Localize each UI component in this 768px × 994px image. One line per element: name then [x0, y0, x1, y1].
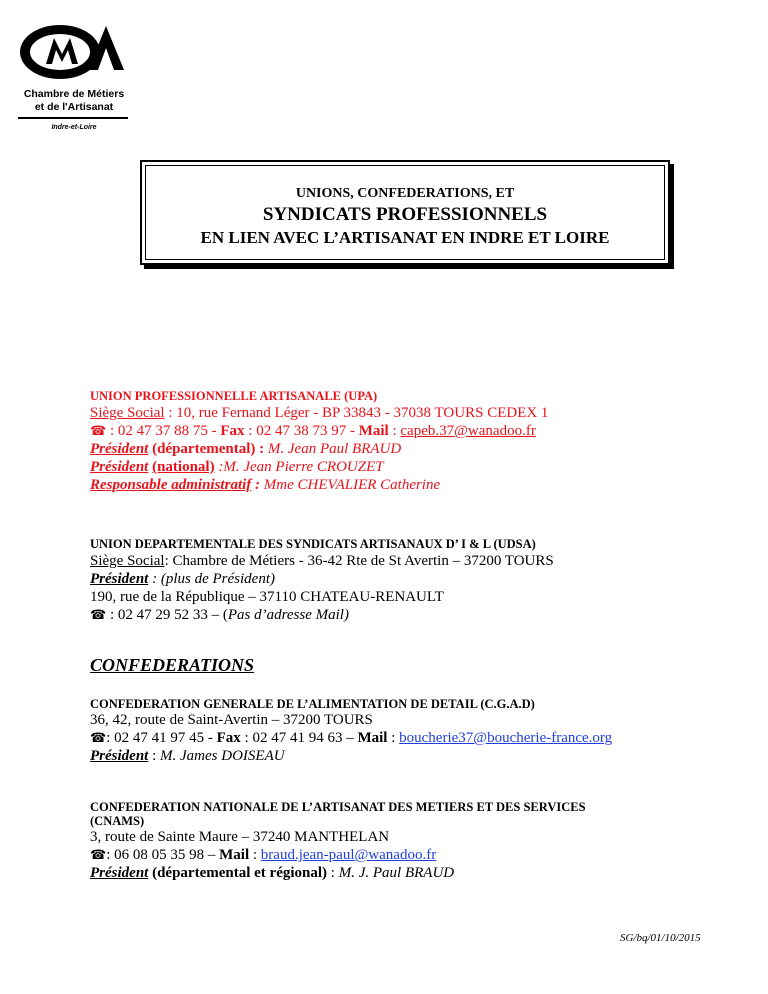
cgad-heading: CONFEDERATION GENERALE DE L’ALIMENTATION DE DETAIL (C.G.A.D)	[90, 697, 535, 711]
upa-heading: UNION PROFESSIONNELLE ARTISANALE (UPA)	[90, 389, 378, 403]
upa-fax: : 02 47 38 73 97 -	[244, 423, 359, 439]
upa-mail-label: Mail	[358, 423, 389, 439]
cgad-pres-name: M. James DOISEAU	[160, 748, 285, 764]
cgad-fax-label: Fax	[216, 730, 241, 746]
udsa-siege	[90, 552, 554, 570]
upa-resp-label: Responsable administratif	[90, 477, 252, 493]
phone-icon: ☎	[90, 424, 107, 439]
upa-mail-link[interactable]: capeb.37@wanadoo.fr	[400, 423, 536, 439]
logo-caption	[18, 88, 130, 114]
cnams-heading-2: (CNAMS)	[90, 814, 145, 828]
cnams-mail-sep: :	[249, 847, 261, 863]
upa-siege-label: Siège Social	[90, 405, 165, 421]
cgad-phone: : 02 47 41 97 45 -	[106, 730, 217, 746]
logo-department: Indre-et-Loire	[51, 124, 97, 131]
udsa-phone: : 02 47 29 52 33 – (	[106, 607, 228, 623]
upa-resp-name: Mme CHEVALIER Catherine	[263, 477, 441, 493]
title-line1: UNIONS, CONFEDERATIONS, ET	[295, 186, 515, 201]
upa-pres2-qual: (national)	[152, 459, 215, 475]
udsa-address: 190, rue de la République – 37110 CHATEAU-RENAULT	[90, 589, 444, 605]
udsa-pres-label: Président	[90, 571, 149, 587]
upa-president-dept	[90, 440, 401, 458]
upa-contact	[90, 422, 536, 441]
cnams-phone: : 06 08 05 35 98 –	[106, 847, 220, 863]
phone-icon: ☎	[90, 608, 107, 623]
logo-divider	[18, 117, 128, 119]
cgad-address: 36, 42, route de Saint-Avertin – 37200 TOURS	[90, 712, 373, 728]
cgad-pres-label: Président	[90, 748, 149, 764]
cgad-president	[90, 747, 285, 765]
cma-logo-mark	[16, 18, 128, 84]
title-line3: EN LIEN AVEC L’ARTISANAT EN INDRE ET LOIRE	[200, 228, 610, 247]
cnams-address: 3, route de Sainte Maure – 37240 MANTHELAN	[90, 829, 390, 845]
upa-mail-sep: :	[388, 423, 401, 439]
cnams-heading-1: CONFEDERATION NATIONALE DE L’ARTISANAT DES METIERS ET DES SERVICES	[90, 800, 586, 814]
upa-phone: : 02 47 37 88 75 -	[106, 423, 221, 439]
logo-line1: Chambre de Métiers	[23, 88, 125, 100]
cgad-mail-sep: :	[387, 730, 400, 746]
cgad-contact	[90, 729, 612, 748]
confederations-heading: CONFEDERATIONS	[90, 655, 255, 675]
udsa-contact	[90, 606, 349, 625]
upa-pres1-qual: (départemental) :	[148, 441, 268, 457]
logo-line2: et de l'Artisanat	[34, 101, 114, 113]
footer-reference: SG/bq/01/10/2015	[620, 932, 701, 944]
upa-resp-sep: :	[251, 477, 264, 493]
cnams-mail-link[interactable]: braud.jean-paul@wanadoo.fr	[260, 847, 437, 863]
cma-logo	[16, 18, 131, 84]
cnams-pres-qual: (départemental et régional)	[148, 865, 328, 881]
upa-president-national	[90, 458, 384, 476]
upa-pres1-label: Président	[90, 441, 149, 457]
udsa-phone-note: Pas d’adresse Mail)	[227, 607, 349, 623]
cgad-pres-sep: :	[148, 748, 161, 764]
cgad-fax: : 02 47 41 94 63 –	[240, 730, 358, 746]
upa-pres1-name: M. Jean Paul BRAUD	[267, 441, 402, 457]
cgad-mail-label: Mail	[357, 730, 388, 746]
title-line2: SYNDICATS PROFESSIONNELS	[262, 204, 548, 225]
cnams-pres-label: Président	[90, 865, 149, 881]
udsa-heading: UNION DEPARTEMENTALE DES SYNDICATS ARTISANAUX D’ I & L (UDSA)	[90, 537, 536, 551]
upa-fax-label: Fax	[220, 423, 245, 439]
upa-siege-value: : 10, rue Fernand Léger - BP 33843 - 37038 TOURS CEDEX 1	[164, 405, 549, 421]
upa-responsable	[90, 476, 440, 494]
phone-icon: ☎	[90, 848, 107, 863]
cgad-mail-link[interactable]: boucherie37@boucherie-france.org	[399, 730, 613, 746]
udsa-president	[90, 570, 275, 588]
upa-pres2-label: Président	[90, 459, 149, 475]
upa-pres2-name: :M. Jean Pierre CROUZET	[214, 459, 384, 475]
cnams-pres-sep: :	[327, 865, 339, 881]
udsa-siege-value: : Chambre de Métiers - 36-42 Rte de St Avertin – 37200 TOURS	[164, 553, 554, 569]
cnams-president	[90, 864, 454, 882]
cnams-pres-name: M. J. Paul BRAUD	[338, 865, 455, 881]
cnams-contact	[90, 846, 436, 865]
title-box	[140, 160, 670, 265]
udsa-pres-value: : (plus de Président)	[148, 571, 275, 587]
cnams-mail-label: Mail	[219, 847, 250, 863]
udsa-siege-label: Siège Social	[90, 553, 165, 569]
phone-icon: ☎	[90, 731, 107, 746]
upa-siege	[90, 404, 548, 422]
